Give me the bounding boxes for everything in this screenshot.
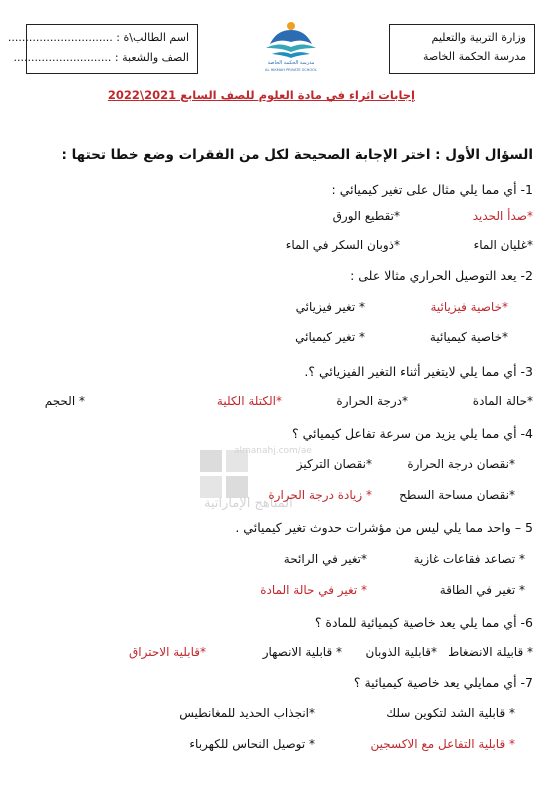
question-2: 2- يعد التوصيل الحراري مثالا على :: [350, 268, 533, 283]
school-logo: [262, 18, 320, 78]
page-title: إجابات اثراء في مادة العلوم للصف السابع 2021\2022: [107, 88, 415, 102]
header-student-box: [7, 24, 198, 74]
q1-option-3[interactable]: *غليان الماء: [473, 238, 533, 252]
q7-option-3[interactable]: * قابلية التفاعل مع الاكسجين: [370, 737, 515, 751]
q4-option-2[interactable]: *نقصان التركيز: [296, 457, 372, 471]
watermark-text-en: almanahj.com/ae: [234, 446, 312, 456]
question-7: 7- أي ممايلي يعد خاصية كيميائية ؟: [353, 675, 533, 690]
q4-option-4[interactable]: * زيادة درجة الحرارة: [268, 488, 372, 502]
student-name-field[interactable]: اسم الطالب\ة : ..............................: [7, 31, 189, 44]
question-6: 6- أي مما يلي يعد خاصية كيميائية للمادة ؟: [314, 615, 533, 630]
q2-option-4[interactable]: * تغير كيميائي: [295, 330, 365, 344]
q3-option-1[interactable]: *حالة المادة: [472, 394, 533, 408]
watermark: [196, 444, 312, 522]
q2-option-2[interactable]: * تغير فيزيائي: [295, 300, 365, 314]
q5-option-4[interactable]: * تغير في حالة المادة: [260, 583, 367, 597]
q4-option-1[interactable]: *نقصان درجة الحرارة: [407, 457, 515, 471]
q7-option-4[interactable]: * توصيل النحاس للكهرباء: [189, 737, 315, 751]
q3-option-4[interactable]: * الحجم: [44, 394, 85, 408]
question-1: 1- أي مما يلي مثال على تغير كيميائي :: [331, 182, 533, 197]
q6-option-3[interactable]: * قابلية الانصهار: [262, 645, 342, 659]
q2-option-1[interactable]: *خاصية فيزيائية: [430, 300, 508, 314]
logo-arabic-text: مدرسة الحكمة الخاصة: [267, 60, 315, 66]
q3-option-2[interactable]: *درجة الحرارة: [336, 394, 408, 408]
q6-option-1[interactable]: * قابيلة الانضغاط: [448, 645, 533, 659]
watermark-text-ar: المناهج الإماراتية: [204, 496, 293, 511]
q7-option-1[interactable]: * قابلية الشد لتكوين سلك: [386, 706, 515, 720]
question-3: 3- أي مما يلي لايتغير أثناء التغير الفيزيائي ؟.: [304, 364, 533, 379]
q5-option-2[interactable]: *تغير في الرائحة: [283, 552, 367, 566]
q5-option-3[interactable]: * تغير في الطاقة: [439, 583, 525, 597]
class-field[interactable]: الصف والشعبة : ............................: [13, 51, 189, 64]
logo-emblem-icon: [262, 18, 320, 60]
q2-option-3[interactable]: *خاصية كيميائية: [429, 330, 508, 344]
q5-option-1[interactable]: * تصاعد فقاعات غازية: [413, 552, 525, 566]
q6-option-2[interactable]: *قابلية الذوبان: [365, 645, 437, 659]
q6-option-4[interactable]: *قابلية الاحتراق: [128, 645, 206, 659]
q1-option-1[interactable]: *صدأ الحديد: [472, 209, 533, 223]
q7-option-2[interactable]: *انجذاب الحديد للمغانطيس: [179, 706, 315, 720]
logo-english-text: AL HIKMAH PRIVATE SCHOOL: [264, 68, 318, 72]
school-name: مدرسة الحكمة الخاصة: [422, 50, 526, 63]
q1-option-4[interactable]: *ذوبان السكر في الماء: [285, 238, 400, 252]
q1-option-2[interactable]: *تقطيع الورق: [332, 209, 400, 223]
q4-option-3[interactable]: *نقصان مساحة السطح: [399, 488, 515, 502]
question-4: 4- أي مما يلي يزيد من سرعة تفاعل كيميائي ؟: [291, 426, 533, 441]
ministry-name: وزارة التربية والتعليم: [431, 31, 526, 44]
question-5: 5 – واحد مما يلي ليس من مؤشرات حدوث تغير كيميائي .: [235, 520, 533, 535]
q3-option-3[interactable]: *الكتلة الكلية: [216, 394, 282, 408]
section-heading: السؤال الأول : اختر الإجابة الصحيحة لكل من الفقرات وضع خطا تحتها :: [61, 147, 533, 163]
header-ministry-box: [389, 24, 535, 74]
